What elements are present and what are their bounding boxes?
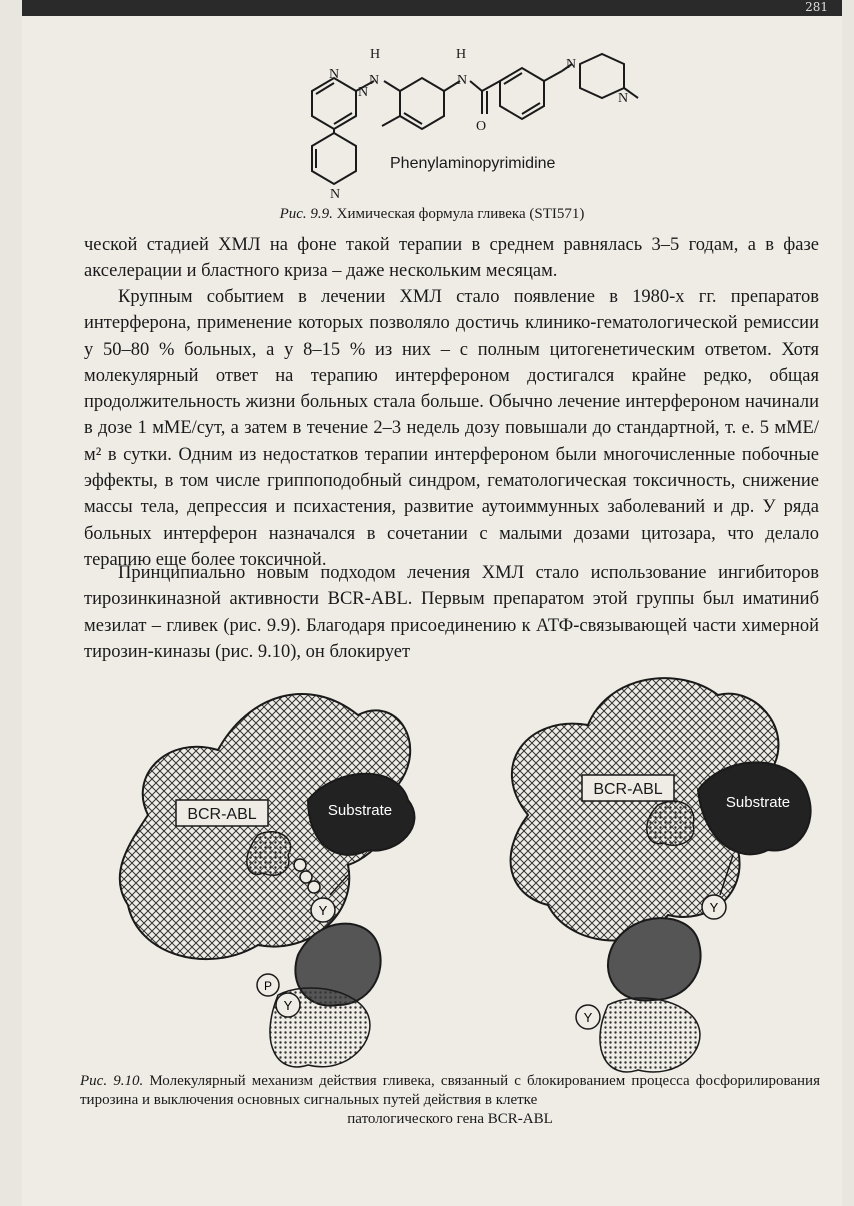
right-substrate-label: Substrate	[725, 794, 791, 811]
figure-9-9-label: Рис. 9.9.	[279, 206, 333, 222]
paragraph-3: Принципиально новым подходом лечения ХМЛ стало использование ингибиторов тирозинкиназной активности BCR-ABL. Первым препаратом этой группы был иматиниб мезилат – гливек (рис. 9.9). Благодаря присоединению к АТФ-связывающей части химерной тирозин-киназы (рис. 9.10), он блокирует	[84, 563, 819, 662]
mechanism-figure	[108, 655, 828, 1105]
atom-n3: N	[566, 57, 577, 72]
benzoyl-ring	[500, 68, 544, 119]
pyrimidine-ring	[312, 78, 356, 129]
atom-o: O	[476, 119, 487, 134]
chemical-formula-figure	[282, 36, 642, 206]
right-panel	[511, 678, 811, 1072]
figure-9-10-label: Рис. 9.10.	[80, 1073, 144, 1089]
left-panel	[120, 694, 415, 1067]
compound-label: Phenylaminopyrimidine	[390, 155, 556, 172]
svg-text:Y: Y	[283, 998, 293, 1013]
svg-text:Y: Y	[318, 903, 328, 918]
page-number: 281	[805, 0, 828, 14]
svg-text:P: P	[263, 979, 273, 993]
left-substrate-label: Substrate	[327, 802, 393, 819]
figure-9-9-caption	[22, 206, 842, 223]
pyridine-ring	[312, 133, 356, 184]
methylphenyl-ring	[400, 78, 444, 129]
figure-9-10-caption	[80, 1072, 820, 1129]
atom-h1: H	[370, 47, 381, 62]
atom-n5: N	[329, 67, 340, 82]
atom-n4: N	[618, 91, 629, 106]
book-page	[22, 0, 842, 1206]
atom-n6: N	[358, 85, 369, 100]
paragraph-2: Крупным событием в лечении ХМЛ стало появление в 1980-х гг. препаратов интерферона, применение которых позволяло достичь клинико-гематологической ремиссии у 50–80 % больных, а у 8–15 % из них – с полным цитогенетическим ответом. Хотя молекулярный ответ на терапию интерфероном достигался крайне редко, общая продолжительность жизни больных стала больше. Обычно лечение интерфероном начинали в дозе 1 мМЕ/сут, а затем в течение 2–3 недель дозу повышали до стандартной, т. е. 5 мМЕ/м² в сутки. Одним из недостатков терапии интерфероном были многочисленные побочные эффекты, в том числе гриппоподобный синдром, гематологическая токсичность, снижение массы тела, депрессия и психастения, развитие аутоиммунных заболеваний и др. У ряда больных интерферон назначался в сочетании с малыми дозами цитозара, что делало терапию еще более токсичной.	[84, 287, 819, 570]
figure-9-10-caption-text-end: патологического гена BCR-ABL	[347, 1111, 553, 1127]
paragraph-1: ческой стадией ХМЛ на фоне такой терапии в среднем равнялась 3–5 годам, а в фазе акселерации и бластного криза – даже нескольким месяцам.	[84, 235, 819, 282]
mechanism-diagram	[108, 655, 828, 1105]
page-header-bar	[22, 0, 842, 16]
svg-text:Y: Y	[583, 1010, 593, 1025]
atom-n1: N	[369, 73, 380, 88]
figure-9-9-caption-text: Химическая формула гливека (STI571)	[336, 206, 585, 222]
chemical-structure-diagram	[282, 36, 642, 206]
figure-9-10-caption-text: Молекулярный механизм действия гливека, связанный с блокированием процесса фосфорилирования тирозина и выключения основных сигнальных путей действия в клетке	[80, 1073, 820, 1108]
svg-text:Y: Y	[709, 900, 719, 915]
right-bcr-abl-label: BCR-ABL	[593, 781, 663, 798]
atom-n7: N	[330, 187, 341, 202]
atom-h2: H	[456, 47, 467, 62]
right-effector	[600, 998, 700, 1072]
left-bcr-abl-label: BCR-ABL	[187, 806, 257, 823]
atom-n2: N	[457, 73, 468, 88]
